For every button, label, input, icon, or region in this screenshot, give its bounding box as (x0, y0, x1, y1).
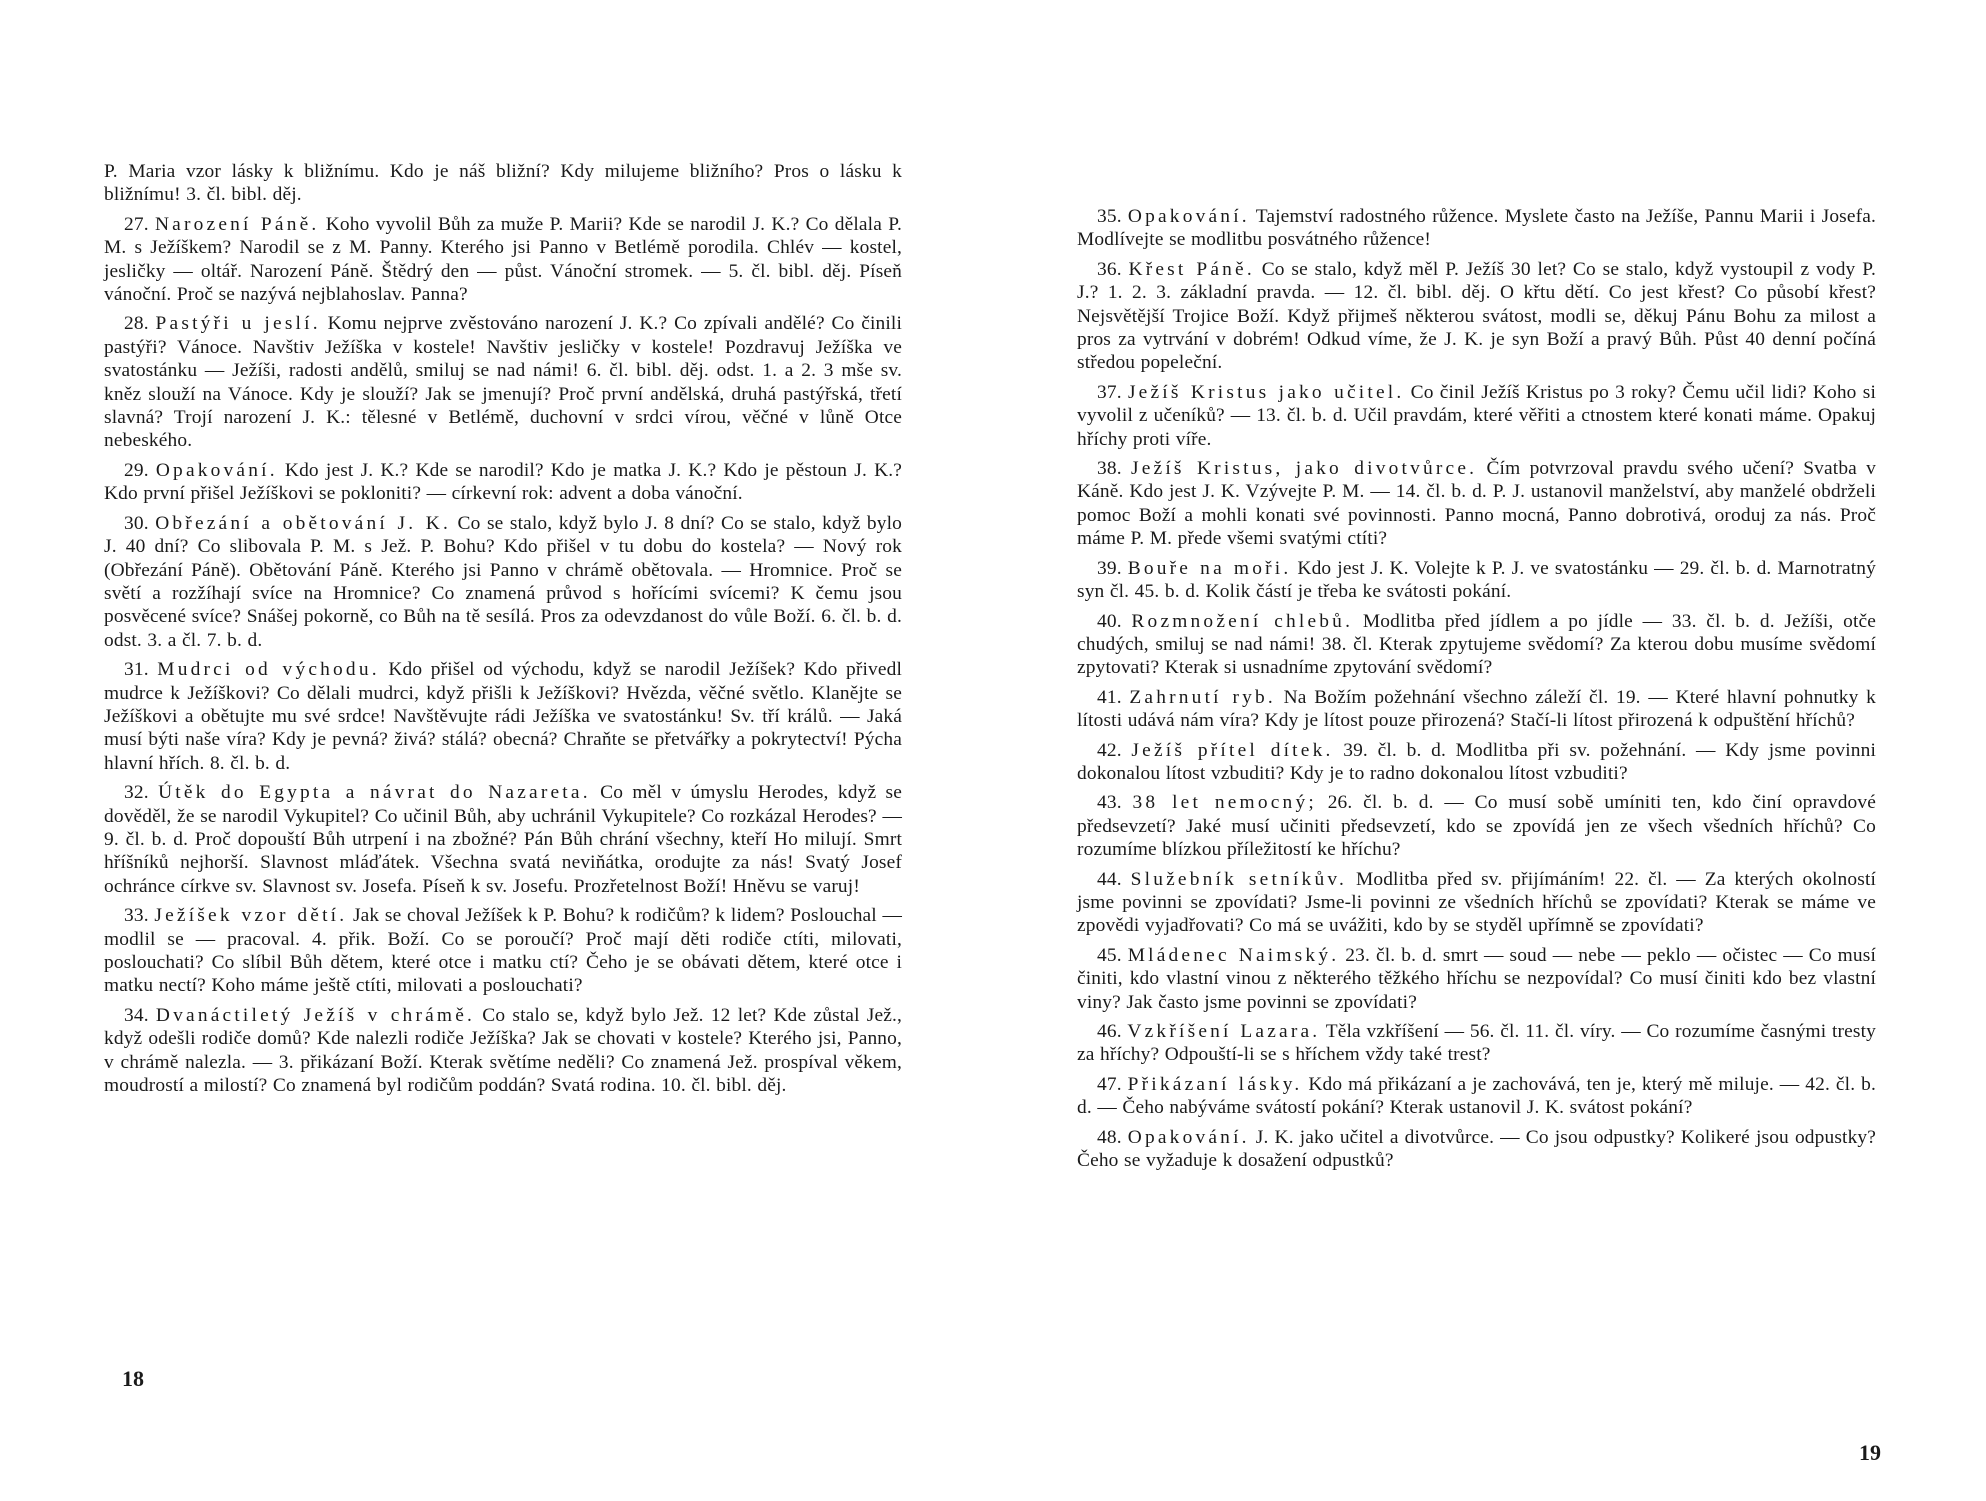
paragraph-text: Komu nejprve zvěstováno narození J. K.? Co zpívali andělé? Co činili pastýři? Vánoce. Navštiv Ježíška v kostele! Navštiv jesličky v kostele! Pozdravuj Ježíška ve svatostánku — Ježíši, radosti andělů, smiluj se nad námi! 6. čl. bibl. děj. odst. 1. a 2. 3 mše sv. kněz slouží na Vánoce. Kdy je slouží? Jak se jmenují? Proč první andělská, druhá pastýřská, třetí slavná? Trojí narození J. K.: tělesné v Betlémě, duchovní v srdci vírou, věčné v lůně Otce nebeského. (104, 313, 903, 452)
paragraph-number: 31. (124, 659, 149, 681)
paragraph-38 (1077, 457, 1876, 551)
paragraph-number: 39. (1097, 557, 1122, 579)
paragraph-title: Opakování. (1127, 206, 1250, 227)
paragraph-45 (1077, 944, 1876, 1014)
paragraph-number: 43. (1097, 792, 1122, 814)
paragraph-text: 39. čl. b. d. Modlitba při sv. požehnání. — Kdy jsme povinni dokonalou lítost vzbuditi? Kdy je to radno dokonalou lítost vzbuditi? (1077, 739, 1877, 784)
paragraph-text: Co stalo se, když bylo Jež. 12 let? Kde zůstal Jež., když odešli rodiče domů? Kde nalezli rodiče Ježíška? Jak se chovati v kostele? Kterého jsi, Panno, v chrámě nalezla. — 3. přikázaní Boží. Kterak světíme neděli? Co znamená Jež. prospíval věkem, moudrostí a milostí? Co znamená byl rodičům poddán? Svatá rodina. 10. čl. bibl. děj. (104, 1004, 903, 1097)
paragraph-number: 35. (1097, 206, 1122, 227)
paragraph-text: Modlitba před sv. přijímáním! 22. čl. — Za kterých okolností jsme povinni se zpovídati? Jsme-li povinni ze všedních hříchů se zpovídati? Kterak se máme ve zpovědi vyjadřovati? Co má se uvážiti, kdo by se styděl upřímně se zpovídati? (1077, 868, 1877, 937)
paragraph-37 (1077, 381, 1876, 451)
paragraph-35 (1077, 205, 1876, 252)
paragraph-42 (1077, 739, 1876, 786)
paragraph-46 (1077, 1020, 1876, 1067)
paragraph-text: Koho vyvolil Bůh za muže P. Marii? Kde se narodil J. K.? Co dělala P. M. s Ježíškem? Narodil se z M. Panny. Kterého jsi Panno v Betlémě porodila. Chlév — kostel, jesličky — oltář. Narození Páně. Štědrý den — půst. Vánoční stromek. — 5. čl. bibl. děj. Píseň vánoční. Proč se nazývá nejblahoslav. Panna? (104, 213, 903, 306)
paragraph-40 (1077, 610, 1876, 680)
paragraph-text: Co měl v úmyslu Herodes, když se dověděl, že se narodil Vykupitel? Co učinil Bůh, aby uchránil Vykupitele? Co rozkázal Herodes? — 9. čl. b. d. Proč dopouští Bůh utrpení i na zbožné? Pán Bůh chrání všechny, kteří Ho milují. Smrt hříšníků nejhorší. Slavnost mláďátek. Všechna svatá neviňátka, orodujte za nás! Svatý Josef ochránce církve sv. Slavnost sv. Josefa. Píseň k sv. Josefu. Prozřetelnost Boží! Hněvu se varuj! (104, 782, 903, 897)
paragraph-title: Mládenec Naimský. (1127, 944, 1340, 966)
paragraph-title: Ježíš přítel dítek. (1131, 739, 1334, 761)
paragraph-number: 46. (1097, 1021, 1122, 1042)
paragraph-number: 33. (124, 905, 149, 927)
paragraph-number: 29. (124, 459, 149, 481)
paragraph-title: Pastýři u jeslí. (155, 313, 321, 335)
left-page-text (104, 160, 902, 1103)
paragraph-title: Zahrnutí ryb. (1129, 686, 1276, 708)
paragraph-number: 34. (124, 1004, 149, 1026)
paragraph-43 (1077, 791, 1876, 861)
paragraph-31 (104, 658, 902, 775)
paragraph (104, 160, 902, 207)
paragraph-title: Obřezání a obětování J. K. (155, 512, 452, 534)
paragraph-text: Modlitba před jídlem a po jídle — 33. čl. b. d. Ježíši, otče chudých, smiluj se nad námi! 38. čl. Kterak zpytujeme svědomí? Za kterou dobu musíme svědomí zpytovati? Kterak si usnadníme zpytování svědomí? (1077, 610, 1876, 679)
paragraph-number: 30. (124, 512, 149, 534)
paragraph-28 (104, 312, 902, 452)
paragraph-title: Přikázaní lásky. (1127, 1073, 1303, 1095)
paragraph-number: 48. (1097, 1126, 1122, 1148)
paragraph-text: Jak se choval Ježíšek k P. Bohu? k rodičům? k lidem? Poslouchal — modlil se — pracoval. 4. přik. Boží. Co se poroučí? Proč mají děti rodiče ctíti, milovati, poslouchati? Co slíbil Bůh dětem, které otce i matku ctí? Čeho je se obávati dětem, které otce i matku nectí? Koho máme ještě ctíti, milovati a poslouchati? (104, 905, 903, 997)
paragraph-text: Co se stalo, když měl P. Ježíš 30 let? Co se stalo, když vystoupil z vody P. J.? 1. 2. 3. základní pravda. — 12. čl. bibl. děj. O křtu dětí. Co jest křest? Co působí křest? Nejsvětější Trojice Boží. Když přijmeš některou svátost, modli se, děkuj Pánu Bohu za milost a pros za vytrvání v dobrém! Odkud víme, že J. K. je syn Boží a pravý Bůh. Půst 40 denní počíná středou popeleční. (1077, 258, 1876, 374)
paragraph-44 (1077, 868, 1876, 938)
paragraph-48 (1077, 1126, 1876, 1173)
paragraph-title: Bouře na moři. (1127, 557, 1292, 579)
page-number: 18 (122, 1366, 144, 1391)
paragraph-number: 44. (1097, 868, 1122, 890)
paragraph-number: 36. (1097, 258, 1122, 280)
paragraph-title: Ježíš Kristus jako učitel. (1127, 381, 1405, 403)
paragraph-27 (104, 213, 902, 307)
paragraph-41 (1077, 686, 1876, 733)
paragraph-number: 37. (1097, 381, 1122, 403)
paragraph-30 (104, 512, 902, 652)
page-number: 19 (1859, 1440, 1881, 1465)
paragraph-text: Kdo jest J. K.? Kde se narodil? Kdo je matka J. K.? Kdo je pěstoun J. K.? Kdo první přišel Ježíškovi se pokloniti? — církevní rok: advent a doba vánoční. (104, 459, 902, 505)
paragraph-32 (104, 781, 902, 898)
paragraph-number: 45. (1097, 944, 1122, 966)
right-page (993, 0, 1986, 1501)
paragraph-title: Narození Páně. (154, 213, 320, 235)
paragraph-39 (1077, 557, 1876, 604)
paragraph-text: P. Maria vzor lásky k bližnímu. Kdo je náš bližní? Kdy milujeme bližního? Pros o lásku k bližnímu! 3. čl. bibl. děj. (104, 161, 902, 206)
paragraph-title: Vzkříšení Lazara. (1127, 1021, 1321, 1042)
paragraph-title: Služebník setníkův. (1130, 868, 1348, 890)
paragraph-number: 40. (1097, 610, 1122, 632)
paragraph-number: 32. (124, 782, 149, 804)
paragraph-text: Kdo přišel od východu, když se narodil Ježíšek? Kdo přivedl mudrce k Ježíškovi? Co dělali mudrci, když přišli k Ježíškovi? Hvězda, věčné světlo. Klanějte se Ježíškovi a obětujte mu své srdce! Navštěvujte rádi Ježíška ve svatostánku! Sv. tří králů. — Jaká musí býti naše víra? Kdy je pevná? živá? stálá? obecná? Chraňte se přetvářky a pokrytectví! Pýcha hlavní hřích. 8. čl. b. d. (104, 659, 902, 774)
paragraph-text: 23. čl. b. d. smrt — soud — nebe — peklo — očistec — Co musí činiti, kdo vlastní vinou z některého těžkého hříchu se nezpovídal? Co musí činiti kdo bez vlastní viny? Jak často jsme povinni se zpovídati? (1077, 944, 1876, 1013)
paragraph-title: 38 let nemocný; (1132, 792, 1317, 814)
paragraph-title: Rozmnožení chlebů. (1131, 610, 1354, 632)
paragraph-title: Ježíš Kristus, jako divotvůrce. (1130, 458, 1478, 480)
paragraph-47 (1077, 1073, 1876, 1120)
paragraph-34 (104, 1004, 902, 1098)
paragraph-title: Opakování. (1127, 1126, 1250, 1148)
paragraph-33 (104, 904, 902, 998)
right-page-text (1077, 205, 1876, 1178)
paragraph-text: Kdo jest J. K. Volejte k P. J. ve svatostánku — 29. čl. b. d. Marnotratný syn čl. 45. b. d. Kolik částí je třeba ke svátosti pokání. (1077, 557, 1876, 603)
paragraph-title: Mudrci od východu. (157, 659, 380, 681)
paragraph-number: 47. (1097, 1073, 1122, 1095)
paragraph-number: 42. (1097, 739, 1122, 761)
paragraph-text: J. K. jako učitel a divotvůrce. — Co jsou odpustky? Kolikeré jsou odpustky? Čeho se vyžaduje k dosažení odpustků? (1077, 1126, 1877, 1172)
paragraph-title: Ježíšek vzor dětí. (154, 905, 348, 927)
paragraph-text: Těla vzkříšení — 56. čl. 11. čl. víry. — Co rozumíme časnými tresty za hříchy? Odpouští-li se s hříchem vždy také trest? (1077, 1021, 1876, 1066)
paragraph-title: Křest Páně. (1128, 258, 1255, 280)
paragraph-title: Dvanáctiletý Ježíš v chrámě. (155, 1004, 476, 1026)
paragraph-text: Na Božím požehnání všechno záleží čl. 19. — Které hlavní pohnutky k lítosti udává nám víra? Kdy je lítost pouze přirozená? Stačí-li lítost přirozená k odpuštění hříchů? (1077, 686, 1877, 732)
paragraph-number: 28. (124, 313, 149, 335)
paragraph-text: Čím potvrzoval pravdu svého učení? Svatba v Káně. Kdo jest J. K. Vzývejte P. M. — 14. čl. b. d. P. J. ustanovil manželství, aby manželé obdrželi pomoc Boží a mohli konati své povinnosti. Panno mocná, Panno dobrotivá, oroduj za nás. Proč máme P. M. přede všemi svatými ctíti? (1077, 458, 1877, 550)
paragraph-number: 41. (1097, 686, 1122, 708)
paragraph-36 (1077, 258, 1876, 375)
paragraph-29 (104, 459, 902, 506)
paragraph-number: 27. (124, 213, 149, 235)
paragraph-number: 38. (1097, 458, 1122, 480)
paragraph-title: Opakování. (155, 459, 278, 481)
paragraph-text: 26. čl. b. d. — Co musí sobě umíniti ten, kdo činí opravdové předsevzetí? Jaké musí učiniti předsevzetí, kdo se zpovídá jen ze všech všedních hříchů? Co rozumíme blízkou příležitostí ke hříchu? (1077, 792, 1876, 861)
paragraph-text: Co činil Ježíš Kristus po 3 roky? Čemu učil lidi? Koho si vyvolil z učeníků? — 13. čl. b. d. Učil pravdám, které věřiti a ctnostem které konati máme. Opakuj hříchy proti víře. (1077, 381, 1876, 450)
paragraph-title: Útěk do Egypta a návrat do Nazareta. (158, 782, 591, 804)
paragraph-text: Co se stalo, když bylo J. 8 dní? Co se stalo, když bylo J. 40 dní? Co slibovala P. M. s Jež. P. Bohu? Kdo přišel v tu dobu do kostela? — Nový rok (Obřezání Páně). Obětování Páně. Kterého jsi Panno v chrámě obětovala. — Hromnice. Proč se světí a rozžíhají svíce na Hromnice? Co znamená průvod s hořícími svícemi? K čemu jsou posvěcené svíce? Snášej pokorně, co Bůh na tě sesílá. Pros za odevzdanost do vůle Boží. 6. čl. b. d. odst. 3. a čl. 7. b. d. (104, 512, 903, 651)
paragraph-text: Kdo má přikázaní a je zachovává, ten je, který mě miluje. — 42. čl. b. d. — Čeho nabýváme svátostí pokání? Kterak ustanovil J. K. svátost pokání? (1077, 1073, 1876, 1119)
paragraph-text: Tajemství radostného růžence. Myslete často na Ježíše, Pannu Marii i Josefa. Modlívejte se modlitbu posvátného růžence! (1077, 206, 1876, 251)
